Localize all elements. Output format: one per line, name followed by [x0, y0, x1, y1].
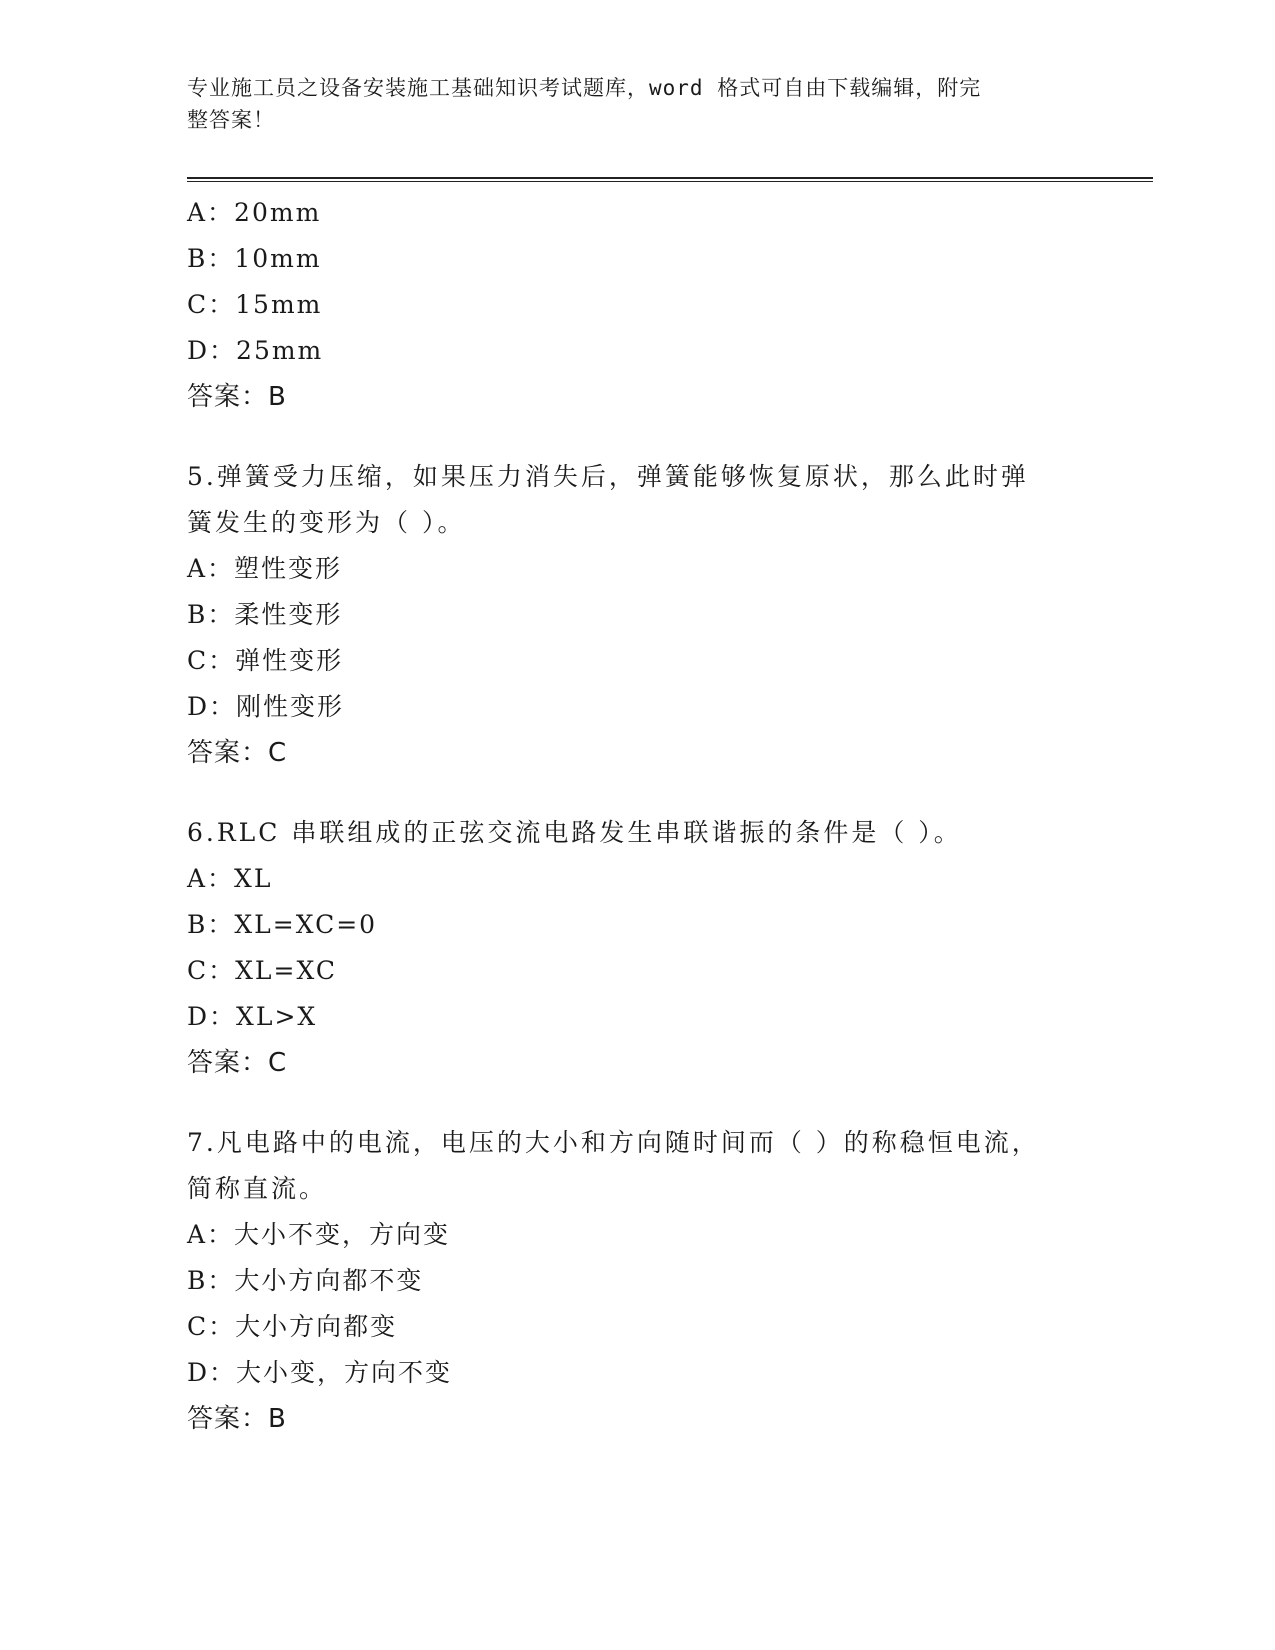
option-a: A：XL	[187, 864, 273, 893]
question-7-block	[187, 1120, 1087, 1442]
option-c: C：弹性变形	[187, 646, 344, 675]
question-text-line-1: 6.RLC 串联组成的正弦交流电路发生串联谐振的条件是（ ）。	[187, 818, 962, 847]
question-text-line-2: 簧发生的变形为（ ）。	[187, 508, 466, 537]
option-b: B：XL=XC=0	[187, 910, 378, 939]
option-a: A：大小不变，方向变	[187, 1220, 451, 1249]
option-c: C：15mm	[187, 290, 323, 319]
option-a: A：塑性变形	[187, 554, 343, 583]
header-rule	[187, 177, 1153, 182]
question-text-line-1: 5.弹簧受力压缩，如果压力消失后，弹簧能够恢复原状，那么此时弹	[187, 462, 1029, 491]
answer-label: 答案：C	[187, 1048, 288, 1078]
option-d: D：XL>X	[187, 1002, 318, 1031]
header-line-2: 整答案！	[187, 108, 275, 132]
question-text-line-1: 7.凡电路中的电流，电压的大小和方向随时间而（ ）的称稳恒电流，	[187, 1128, 1040, 1157]
option-d: D：25mm	[187, 336, 324, 365]
option-c: C：大小方向都变	[187, 1312, 398, 1341]
option-b: B：大小方向都不变	[187, 1266, 424, 1295]
header-line-1: 专业施工员之设备安装施工基础知识考试题库，word 格式可自由下载编辑，附完	[187, 76, 982, 100]
option-b: B：10mm	[187, 244, 322, 273]
option-b: B：柔性变形	[187, 600, 343, 629]
question-5-block	[187, 454, 1087, 776]
question-text-line-2: 简称直流。	[187, 1174, 328, 1203]
option-d: D：大小变，方向不变	[187, 1358, 453, 1387]
answer-label: 答案：B	[187, 382, 287, 412]
option-d: D：刚性变形	[187, 692, 345, 721]
answer-label: 答案：B	[187, 1404, 287, 1434]
answer-label: 答案：C	[187, 738, 288, 768]
question-4-block	[187, 190, 1087, 420]
option-c: C：XL=XC	[187, 956, 337, 985]
page-header	[187, 72, 1067, 136]
question-content	[187, 190, 1087, 1442]
question-6-block	[187, 810, 1087, 1086]
option-a: A：20mm	[187, 198, 322, 227]
